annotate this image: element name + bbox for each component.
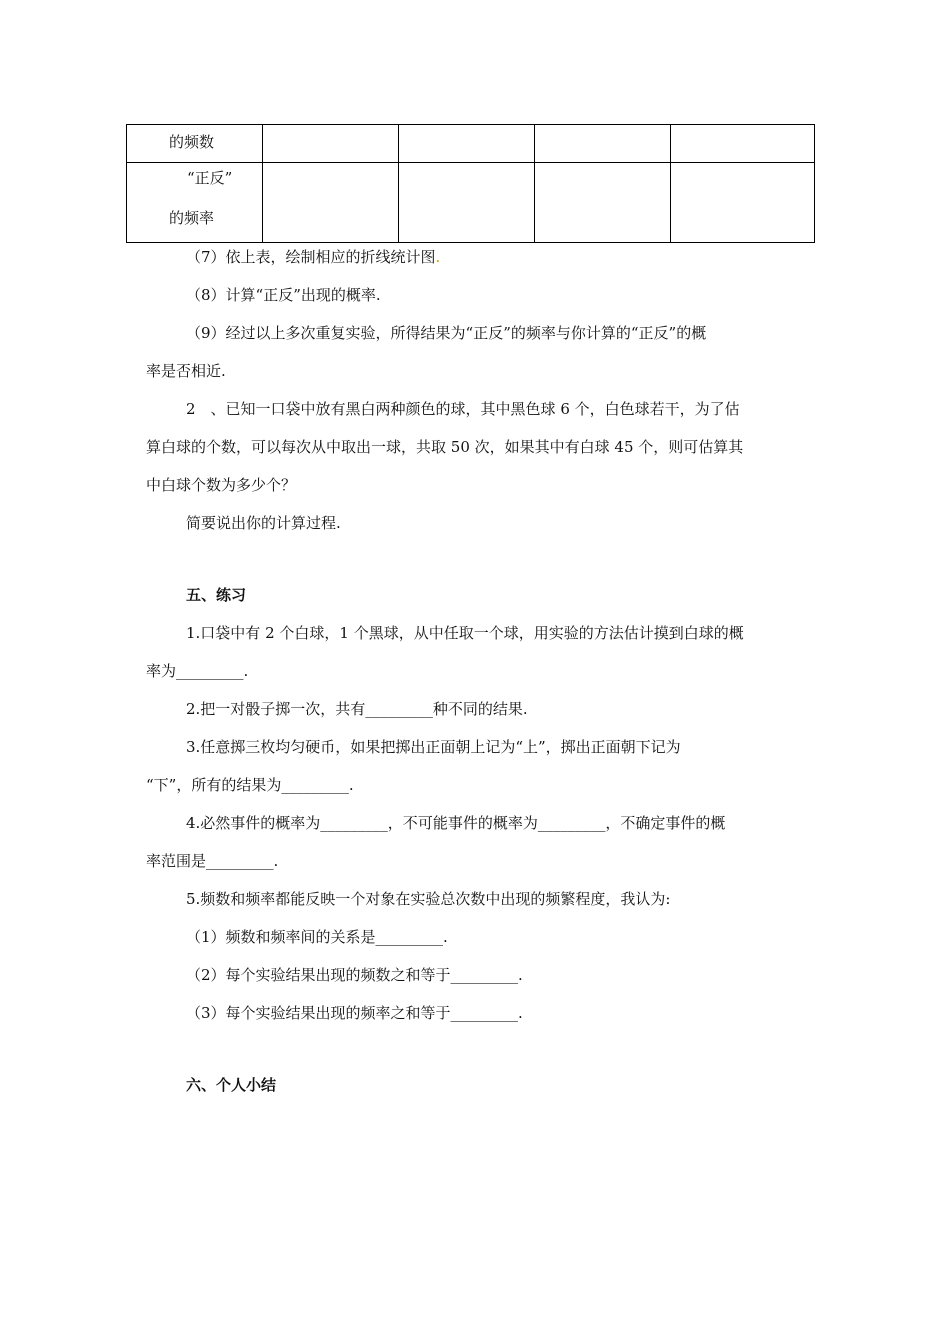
table-cell xyxy=(263,163,399,243)
exercise-5-part-1: （1）频数和频率间的关系是_________. xyxy=(186,928,448,946)
row-label-zhengfan: “正反” xyxy=(187,169,233,187)
table-cell xyxy=(535,125,671,163)
question-9-line1: （9）经过以上多次重复实验，所得结果为“正反”的频率与你计算的“正反”的概 xyxy=(186,324,707,342)
table-cell xyxy=(671,163,815,243)
section-heading-exercises: 五、练习 xyxy=(186,586,247,604)
exercise-4-line2: 率范围是_________. xyxy=(146,852,279,870)
exercise-3-line1: 3.任意掷三枚均匀硬币，如果把掷出正面朝上记为“上”，掷出正面朝下记为 xyxy=(186,738,681,756)
exercise-5-part-3: （3）每个实验结果出现的频率之和等于_________. xyxy=(186,1004,523,1022)
row-label-frequency-count: 的频数 xyxy=(169,133,215,151)
question-7-text: （7）依上表，绘制相应的折线统计图 xyxy=(186,248,436,266)
table-cell xyxy=(263,125,399,163)
frequency-table xyxy=(126,124,815,243)
section-heading-summary: 六、个人小结 xyxy=(186,1076,277,1094)
exercise-4-line1: 4.必然事件的概率为_________，不可能事件的概率为_________，不确定事件的概 xyxy=(186,814,726,832)
row-label-frequency-rate: 的频率 xyxy=(169,209,215,227)
question-9-line2: 率是否相近. xyxy=(146,362,226,380)
exercise-1-line2: 率为_________. xyxy=(146,662,249,680)
table-cell-label xyxy=(127,163,263,243)
problem-2-line2: 算白球的个数，可以每次从中取出一球，共取 50 次，如果其中有白球 45 个，则可估算其 xyxy=(146,438,744,456)
table-cell xyxy=(535,163,671,243)
question-7-mark: . xyxy=(435,248,441,266)
exercise-2: 2.把一对骰子掷一次，共有_________种不同的结果. xyxy=(186,700,528,718)
question-8: （8）计算“正反”出现的概率. xyxy=(186,286,381,304)
question-7 xyxy=(186,246,440,267)
table-row xyxy=(127,163,815,243)
exercise-5: 5.频数和频率都能反映一个对象在实验总次数中出现的频繁程度，我认为: xyxy=(186,890,671,908)
table-cell xyxy=(399,125,535,163)
problem-2-line4: 简要说出你的计算过程. xyxy=(186,514,341,532)
table-cell xyxy=(671,125,815,163)
table-row xyxy=(127,125,815,163)
problem-2-line1: 2 、已知一口袋中放有黑白两种颜色的球，其中黑色球 6 个，白色球若干，为了估 xyxy=(186,400,740,418)
exercise-1-line1: 1.口袋中有 2 个白球，1 个黑球，从中任取一个球，用实验的方法估计摸到白球的概 xyxy=(186,624,744,642)
exercise-3-line2: “下”，所有的结果为_________. xyxy=(146,776,354,794)
problem-2-line3: 中白球个数为多少个？ xyxy=(146,476,297,494)
table-cell xyxy=(399,163,535,243)
table-cell-label xyxy=(127,125,263,163)
exercise-5-part-2: （2）每个实验结果出现的频数之和等于_________. xyxy=(186,966,523,984)
